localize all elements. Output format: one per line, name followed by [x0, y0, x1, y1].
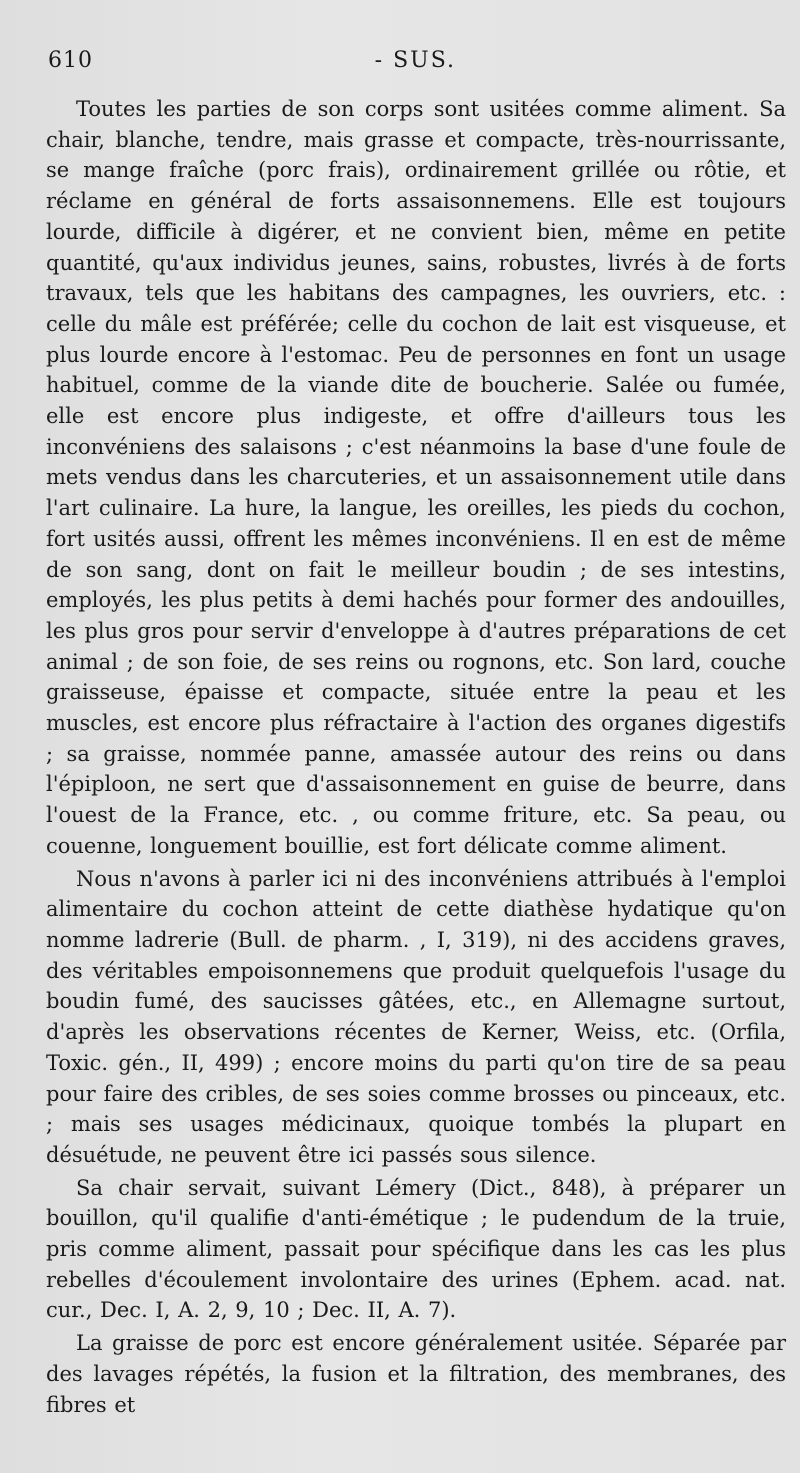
paragraph-chair: Toutes les parties de son corps sont usitées comme aliment. Sa chair, blanche, tendre, mais grasse et compacte, très-nourrissante, se mange fraîche (porc frais), ordinairement grillée ou rôtie, et réclame en général de forts assaisonnemens. Elle est toujours lourde, difficile à digérer, et ne convient bien, même en petite quantité, qu'aux individus jeunes, sains, robustes, livrés à de forts travaux, tels que les habitans des campagnes, les ouvriers, etc. : celle du mâle est préférée; celle du cochon de lait est visqueuse, et plus lourde encore à l'estomac. Peu de personnes en font un usage habituel, comme de la viande dite de boucherie. Salée ou fumée, elle est encore plus indigeste, et offre d'ailleurs tous les inconvéniens des salaisons ; c'est néanmoins la base d'une foule de mets vendus dans les charcuteries, et un assaisonnement utile dans l'art culinaire. La hure, la langue, les oreilles, les pieds du cochon, fort usités aussi, offrent les mêmes inconvéniens. Il en est de même de son sang, dont on fait le meilleur boudin ; de ses intestins, employés, les plus petits à demi hachés pour former des andouilles, les plus gros pour servir d'enveloppe à d'autres préparations de cet animal ; de son foie, de ses reins ou rognons, etc. Son lard, couche graisseuse, épaisse et compacte, située entre la peau et les muscles, est encore plus réfractaire à l'action des organes digestifs ; sa graisse, nommée panne, amassée autour des reins ou dans l'épiploon, ne sert que d'assaisonnement en guise de beurre, dans l'ouest de la France, etc. , ou comme friture, etc. Sa peau, ou couenne, longuement bouillie, est fort délicate comme aliment.: [46, 97, 786, 858]
page-header: [46, 48, 786, 88]
page-number: 610: [48, 48, 93, 73]
paragraph-lemery: Sa chair servait, suivant Lémery (Dict., 848), à préparer un bouillon, qu'il qualifie d'anti-émétique ; le pudendum de la truie, pris comme aliment, passait pour spécifique dans les cas les plus rebelles d'écoulement involontaire des urines (Ephem. acad. nat. cur., Dec. I, A. 2, 9, 10 ; Dec. II, A. 7).: [46, 1175, 786, 1323]
faint-show-through: [80, 1435, 760, 1455]
body-text: [46, 94, 786, 1420]
paragraph-inconveniens: Nous n'avons à parler ici ni des inconvéniens attribués à l'emploi alimentaire du cochon atteint de cette diathèse hydatique qu'on nomme ladrerie (Bull. de pharm. , I, 319), ni des accidens graves, des véritables empoisonnemens que produit quelquefois l'usage du boudin fumé, des saucisses gâtées, etc., en Allemagne surtout, d'après les observations récentes de Kerner, Weiss, etc. (Orfila, Toxic. gén., II, 499) ; encore moins du parti qu'on tire de sa peau pour faire des cribles, de ses soies comme brosses ou pinceaux, etc. ; mais ses usages médicinaux, quoique tombés la plupart en désuétude, ne peuvent être ici passés sous silence.: [46, 866, 786, 1167]
running-head: - SUS.: [374, 48, 456, 73]
paragraph-graisse: La graisse de porc est encore généralement usitée. Séparée par des lavages répétés, la fusion et la filtration, des membranes, des fibres et: [46, 1331, 786, 1417]
